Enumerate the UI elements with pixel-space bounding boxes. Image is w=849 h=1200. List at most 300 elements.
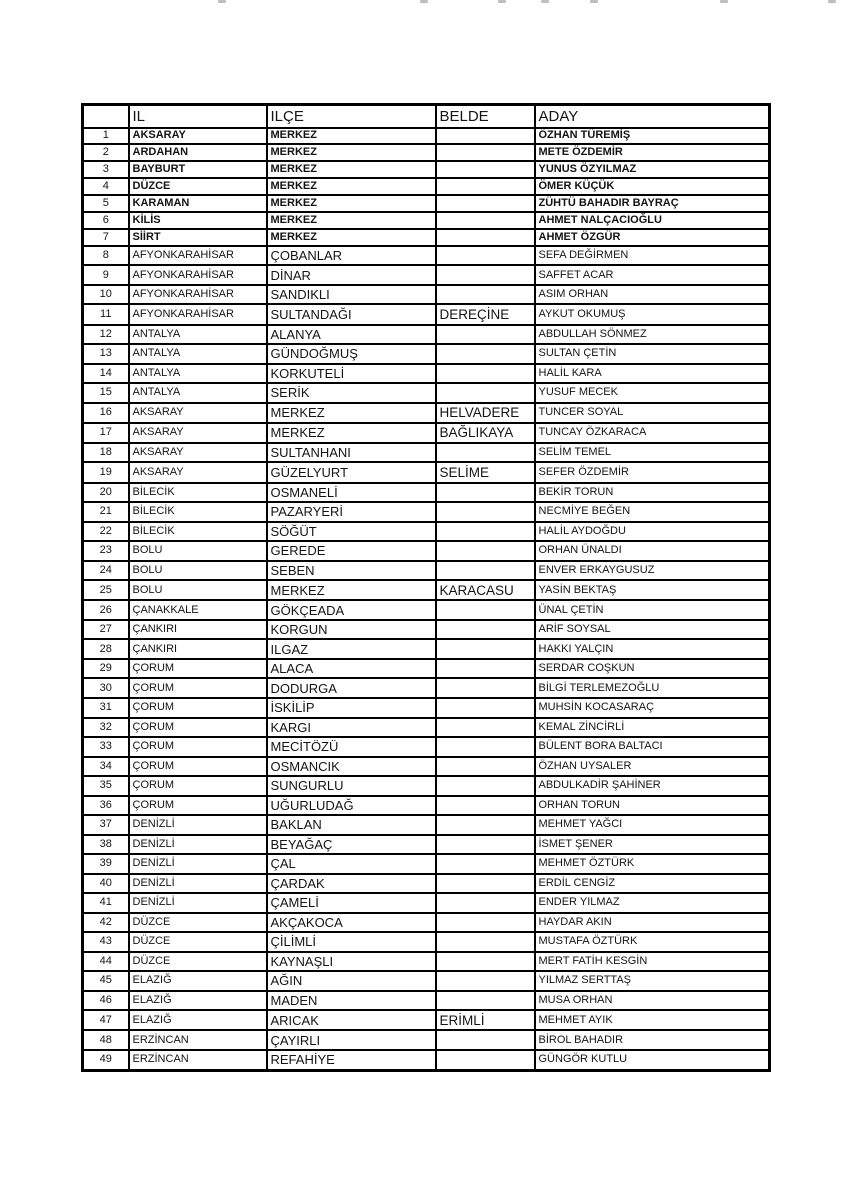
cell-row-number: 9 [83, 265, 129, 285]
cell-il: ERZİNCAN [129, 1030, 267, 1050]
table-row [83, 423, 770, 443]
cell-belde [436, 443, 535, 463]
cell-row-number: 45 [83, 971, 129, 991]
cell-belde [436, 698, 535, 718]
cell-il: BOLU [129, 580, 267, 600]
table-row [83, 718, 770, 738]
cell-il: AKSARAY [129, 403, 267, 423]
cell-il: KİLİS [129, 212, 267, 229]
cell-aday: SERDAR COŞKUN [535, 659, 770, 679]
table-row [83, 580, 770, 600]
cell-belde [436, 325, 535, 345]
cell-ilce: SEBEN [267, 561, 436, 581]
table-row [83, 212, 770, 229]
cell-il: BAYBURT [129, 161, 267, 178]
scan-artifact-marks [0, 0, 849, 6]
table-row [83, 796, 770, 816]
cell-ilce: KARGI [267, 718, 436, 738]
cell-row-number: 26 [83, 600, 129, 620]
cell-belde [436, 561, 535, 581]
cell-row-number: 22 [83, 522, 129, 542]
cell-row-number: 23 [83, 541, 129, 561]
cell-ilce: UĞURLUDAĞ [267, 796, 436, 816]
cell-ilce: MECİTÖZÜ [267, 737, 436, 757]
cell-il: DENİZLİ [129, 854, 267, 874]
cell-ilce: DODURGA [267, 678, 436, 698]
cell-belde [436, 757, 535, 777]
cell-aday: MEHMET ÖZTÜRK [535, 854, 770, 874]
header-row [83, 105, 770, 128]
cell-ilce: MERKEZ [267, 423, 436, 443]
table-row [83, 178, 770, 195]
table-row [83, 383, 770, 403]
cell-aday: ARİF SOYSAL [535, 620, 770, 640]
cell-il: ÇORUM [129, 698, 267, 718]
scan-artifact [720, 0, 728, 3]
header-row-number [83, 105, 129, 128]
cell-belde [436, 195, 535, 212]
cell-aday: ÖMER KÜÇÜK [535, 178, 770, 195]
cell-ilce: MERKEZ [267, 212, 436, 229]
cell-il: SİİRT [129, 229, 267, 246]
table-row [83, 991, 770, 1011]
cell-aday: HALİL KARA [535, 364, 770, 384]
cell-belde [436, 678, 535, 698]
cell-row-number: 33 [83, 737, 129, 757]
cell-aday: SAFFET ACAR [535, 265, 770, 285]
cell-ilce: ILGAZ [267, 639, 436, 659]
cell-ilce: İSKİLİP [267, 698, 436, 718]
cell-ilce: ÇAYIRLI [267, 1030, 436, 1050]
cell-il: AKSARAY [129, 128, 267, 145]
cell-row-number: 16 [83, 403, 129, 423]
cell-il: AFYONKARAHİSAR [129, 265, 267, 285]
cell-belde [436, 952, 535, 972]
cell-belde [436, 737, 535, 757]
cell-row-number: 1 [83, 128, 129, 145]
cell-ilce: SULTANDAĞI [267, 304, 436, 324]
cell-ilce: ÇİLİMLİ [267, 932, 436, 952]
header-il: IL [129, 105, 267, 128]
cell-row-number: 12 [83, 325, 129, 345]
cell-row-number: 28 [83, 639, 129, 659]
cell-belde [436, 971, 535, 991]
cell-il: ELAZIĞ [129, 1010, 267, 1030]
cell-il: AFYONKARAHİSAR [129, 246, 267, 266]
table-row [83, 229, 770, 246]
cell-il: ÇORUM [129, 718, 267, 738]
cell-ilce: MERKEZ [267, 195, 436, 212]
scan-artifact [420, 0, 428, 3]
cell-belde [436, 874, 535, 894]
cell-ilce: ALANYA [267, 325, 436, 345]
cell-ilce: BEYAĞAÇ [267, 835, 436, 855]
cell-aday: ABDULLAH SÖNMEZ [535, 325, 770, 345]
table-row [83, 403, 770, 423]
cell-aday: AHMET ÖZGÜR [535, 229, 770, 246]
cell-ilce: MERKEZ [267, 128, 436, 145]
cell-belde [436, 344, 535, 364]
table-row [83, 285, 770, 305]
table-row [83, 600, 770, 620]
cell-row-number: 43 [83, 932, 129, 952]
cell-row-number: 8 [83, 246, 129, 266]
cell-il: ELAZIĞ [129, 991, 267, 1011]
cell-ilce: SUNGURLU [267, 776, 436, 796]
cell-ilce: AĞIN [267, 971, 436, 991]
cell-il: ÇANAKKALE [129, 600, 267, 620]
cell-belde [436, 815, 535, 835]
cell-row-number: 11 [83, 304, 129, 324]
table-row [83, 1030, 770, 1050]
table-row [83, 161, 770, 178]
table-row [83, 344, 770, 364]
cell-aday: MUSTAFA ÖZTÜRK [535, 932, 770, 952]
cell-row-number: 2 [83, 144, 129, 161]
cell-belde [436, 229, 535, 246]
table-row [83, 364, 770, 384]
cell-ilce: MERKEZ [267, 403, 436, 423]
table-row [83, 952, 770, 972]
cell-belde [436, 161, 535, 178]
cell-aday: HAYDAR AKIN [535, 913, 770, 933]
cell-il: ANTALYA [129, 364, 267, 384]
cell-ilce: OSMANCIK [267, 757, 436, 777]
cell-il: DENİZLİ [129, 874, 267, 894]
cell-ilce: SULTANHANI [267, 443, 436, 463]
table-row [83, 144, 770, 161]
table-row [83, 483, 770, 503]
cell-ilce: KORKUTELİ [267, 364, 436, 384]
cell-aday: SULTAN ÇETİN [535, 344, 770, 364]
scan-artifact [541, 0, 549, 3]
cell-row-number: 5 [83, 195, 129, 212]
table-row [83, 265, 770, 285]
table-row [83, 1050, 770, 1071]
cell-aday: ÖZHAN UYSALER [535, 757, 770, 777]
cell-il: ÇANKIRI [129, 620, 267, 640]
cell-aday: İSMET ŞENER [535, 835, 770, 855]
cell-row-number: 32 [83, 718, 129, 738]
cell-belde [436, 265, 535, 285]
table-row [83, 195, 770, 212]
cell-aday: ÖZHAN TÜREMİŞ [535, 128, 770, 145]
cell-ilce: GÜNDOĞMUŞ [267, 344, 436, 364]
cell-belde [436, 383, 535, 403]
cell-ilce: KORGUN [267, 620, 436, 640]
table-row [83, 502, 770, 522]
table-body [83, 128, 770, 1071]
cell-il: DÜZCE [129, 932, 267, 952]
cell-ilce: ÇOBANLAR [267, 246, 436, 266]
cell-ilce: MADEN [267, 991, 436, 1011]
table-row [83, 128, 770, 145]
cell-row-number: 14 [83, 364, 129, 384]
cell-aday: SELİM TEMEL [535, 443, 770, 463]
cell-ilce: SÖĞÜT [267, 522, 436, 542]
cell-aday: ABDULKADİR ŞAHİNER [535, 776, 770, 796]
cell-aday: NECMİYE BEĞEN [535, 502, 770, 522]
header-aday: ADAY [535, 105, 770, 128]
cell-row-number: 37 [83, 815, 129, 835]
cell-il: ANTALYA [129, 344, 267, 364]
cell-aday: MUHSİN KOCASARAÇ [535, 698, 770, 718]
cell-aday: SEFA DEĞİRMEN [535, 246, 770, 266]
cell-aday: BİROL BAHADIR [535, 1030, 770, 1050]
cell-belde [436, 212, 535, 229]
scan-artifact [828, 0, 836, 3]
cell-row-number: 47 [83, 1010, 129, 1030]
cell-il: ARDAHAN [129, 144, 267, 161]
cell-aday: BÜLENT BORA BALTACI [535, 737, 770, 757]
cell-aday: ORHAN ÜNALDI [535, 541, 770, 561]
cell-il: ANTALYA [129, 383, 267, 403]
cell-belde [436, 128, 535, 145]
table-row [83, 620, 770, 640]
cell-ilce: ALACA [267, 659, 436, 679]
cell-row-number: 25 [83, 580, 129, 600]
cell-belde [436, 620, 535, 640]
cell-belde [436, 718, 535, 738]
cell-ilce: SANDIKLI [267, 285, 436, 305]
cell-belde [436, 893, 535, 913]
cell-il: ÇORUM [129, 757, 267, 777]
scan-artifact [498, 0, 506, 3]
cell-ilce: ÇAL [267, 854, 436, 874]
cell-il: BİLECİK [129, 483, 267, 503]
cell-row-number: 19 [83, 462, 129, 482]
table-row [83, 971, 770, 991]
cell-belde [436, 854, 535, 874]
cell-row-number: 30 [83, 678, 129, 698]
cell-aday: BEKİR TORUN [535, 483, 770, 503]
table-row [83, 304, 770, 324]
cell-belde [436, 600, 535, 620]
cell-belde [436, 522, 535, 542]
cell-belde [436, 1030, 535, 1050]
cell-row-number: 39 [83, 854, 129, 874]
cell-il: ELAZIĞ [129, 971, 267, 991]
cell-belde [436, 144, 535, 161]
cell-il: AKSARAY [129, 462, 267, 482]
cell-aday: YILMAZ SERTTAŞ [535, 971, 770, 991]
cell-ilce: MERKEZ [267, 144, 436, 161]
cell-aday: ZÜHTÜ BAHADIR BAYRAÇ [535, 195, 770, 212]
cell-row-number: 20 [83, 483, 129, 503]
cell-ilce: ARICAK [267, 1010, 436, 1030]
cell-belde [436, 246, 535, 266]
cell-aday: MUSA ORHAN [535, 991, 770, 1011]
cell-il: BOLU [129, 561, 267, 581]
table-row [83, 776, 770, 796]
cell-ilce: DİNAR [267, 265, 436, 285]
cell-belde [436, 285, 535, 305]
cell-row-number: 7 [83, 229, 129, 246]
cell-belde: ERİMLİ [436, 1010, 535, 1030]
table-row [83, 1010, 770, 1030]
cell-belde [436, 483, 535, 503]
header-belde: BELDE [436, 105, 535, 128]
table-row [83, 443, 770, 463]
cell-il: BOLU [129, 541, 267, 561]
cell-aday: YUSUF MECEK [535, 383, 770, 403]
cell-aday: SEFER ÖZDEMİR [535, 462, 770, 482]
cell-belde: BAĞLIKAYA [436, 423, 535, 443]
cell-ilce: MERKEZ [267, 229, 436, 246]
cell-ilce: GEREDE [267, 541, 436, 561]
cell-ilce: REFAHİYE [267, 1050, 436, 1071]
cell-il: ÇORUM [129, 659, 267, 679]
cell-row-number: 46 [83, 991, 129, 1011]
cell-row-number: 21 [83, 502, 129, 522]
cell-aday: ASIM ORHAN [535, 285, 770, 305]
cell-aday: TUNCER SOYAL [535, 403, 770, 423]
table-row [83, 815, 770, 835]
cell-ilce: OSMANELİ [267, 483, 436, 503]
cell-aday: KEMAL ZİNCİRLİ [535, 718, 770, 738]
cell-aday: TUNCAY ÖZKARACA [535, 423, 770, 443]
cell-row-number: 29 [83, 659, 129, 679]
table-row [83, 698, 770, 718]
cell-row-number: 6 [83, 212, 129, 229]
cell-il: ÇORUM [129, 737, 267, 757]
cell-aday: GÜNGÖR KUTLU [535, 1050, 770, 1071]
cell-il: DENİZLİ [129, 893, 267, 913]
cell-il: DÜZCE [129, 178, 267, 195]
cell-ilce: KAYNAŞLI [267, 952, 436, 972]
cell-belde [436, 364, 535, 384]
cell-belde: HELVADERE [436, 403, 535, 423]
cell-il: AFYONKARAHİSAR [129, 304, 267, 324]
cell-row-number: 36 [83, 796, 129, 816]
cell-il: DÜZCE [129, 913, 267, 933]
cell-row-number: 17 [83, 423, 129, 443]
cell-il: DENİZLİ [129, 815, 267, 835]
cell-belde [436, 659, 535, 679]
cell-aday: AHMET NALÇACIOĞLU [535, 212, 770, 229]
cell-belde: KARACASU [436, 580, 535, 600]
cell-row-number: 38 [83, 835, 129, 855]
cell-aday: MEHMET YAĞCI [535, 815, 770, 835]
cell-il: ÇORUM [129, 678, 267, 698]
cell-il: ÇANKIRI [129, 639, 267, 659]
cell-il: ÇORUM [129, 776, 267, 796]
cell-row-number: 4 [83, 178, 129, 195]
cell-ilce: MERKEZ [267, 161, 436, 178]
cell-il: ÇORUM [129, 796, 267, 816]
table-row [83, 757, 770, 777]
table-row [83, 678, 770, 698]
table-row [83, 932, 770, 952]
candidates-table [81, 103, 771, 1072]
cell-belde: SELİME [436, 462, 535, 482]
cell-belde [436, 776, 535, 796]
cell-belde [436, 502, 535, 522]
cell-ilce: SERİK [267, 383, 436, 403]
table-header [83, 105, 770, 128]
cell-belde [436, 913, 535, 933]
cell-aday: MERT FATİH KESGİN [535, 952, 770, 972]
cell-ilce: GÜZELYURT [267, 462, 436, 482]
table-row [83, 639, 770, 659]
cell-il: AKSARAY [129, 423, 267, 443]
cell-ilce: AKÇAKOCA [267, 913, 436, 933]
table-row [83, 462, 770, 482]
header-ilce: ILÇE [267, 105, 436, 128]
cell-ilce: ÇARDAK [267, 874, 436, 894]
cell-belde [436, 796, 535, 816]
cell-aday: METE ÖZDEMİR [535, 144, 770, 161]
cell-aday: MEHMET AYIK [535, 1010, 770, 1030]
cell-il: ERZİNCAN [129, 1050, 267, 1071]
cell-row-number: 18 [83, 443, 129, 463]
cell-row-number: 15 [83, 383, 129, 403]
table-row [83, 835, 770, 855]
cell-row-number: 10 [83, 285, 129, 305]
cell-belde [436, 1050, 535, 1071]
table-row [83, 874, 770, 894]
scan-artifact [218, 0, 226, 3]
cell-aday: ÜNAL ÇETİN [535, 600, 770, 620]
cell-belde [436, 991, 535, 1011]
cell-row-number: 42 [83, 913, 129, 933]
cell-aday: BİLGİ TERLEMEZOĞLU [535, 678, 770, 698]
cell-row-number: 13 [83, 344, 129, 364]
cell-aday: YUNUS ÖZYILMAZ [535, 161, 770, 178]
cell-ilce: ÇAMELİ [267, 893, 436, 913]
cell-belde [436, 932, 535, 952]
scan-artifact [590, 0, 598, 3]
cell-row-number: 27 [83, 620, 129, 640]
cell-belde [436, 639, 535, 659]
table-row [83, 854, 770, 874]
cell-aday: YASİN BEKTAŞ [535, 580, 770, 600]
cell-il: BİLECİK [129, 522, 267, 542]
cell-ilce: MERKEZ [267, 178, 436, 195]
cell-aday: ORHAN TORUN [535, 796, 770, 816]
table-row [83, 522, 770, 542]
cell-belde: DEREÇİNE [436, 304, 535, 324]
table-row [83, 893, 770, 913]
cell-il: BİLECİK [129, 502, 267, 522]
cell-aday: HAKKI YALÇIN [535, 639, 770, 659]
cell-ilce: GÖKÇEADA [267, 600, 436, 620]
cell-aday: HALİL AYDOĞDU [535, 522, 770, 542]
table-row [83, 737, 770, 757]
cell-belde [436, 178, 535, 195]
cell-aday: ENVER ERKAYGUSUZ [535, 561, 770, 581]
table-row [83, 659, 770, 679]
cell-row-number: 34 [83, 757, 129, 777]
cell-row-number: 3 [83, 161, 129, 178]
cell-row-number: 24 [83, 561, 129, 581]
cell-row-number: 48 [83, 1030, 129, 1050]
cell-il: ANTALYA [129, 325, 267, 345]
cell-il: AKSARAY [129, 443, 267, 463]
cell-il: DENİZLİ [129, 835, 267, 855]
cell-ilce: PAZARYERİ [267, 502, 436, 522]
cell-row-number: 49 [83, 1050, 129, 1071]
cell-row-number: 41 [83, 893, 129, 913]
cell-aday: AYKUT OKUMUŞ [535, 304, 770, 324]
cell-ilce: BAKLAN [267, 815, 436, 835]
table-row [83, 246, 770, 266]
cell-aday: ERDİL CENGİZ [535, 874, 770, 894]
cell-belde [436, 835, 535, 855]
table-row [83, 541, 770, 561]
cell-row-number: 31 [83, 698, 129, 718]
cell-il: DÜZCE [129, 952, 267, 972]
